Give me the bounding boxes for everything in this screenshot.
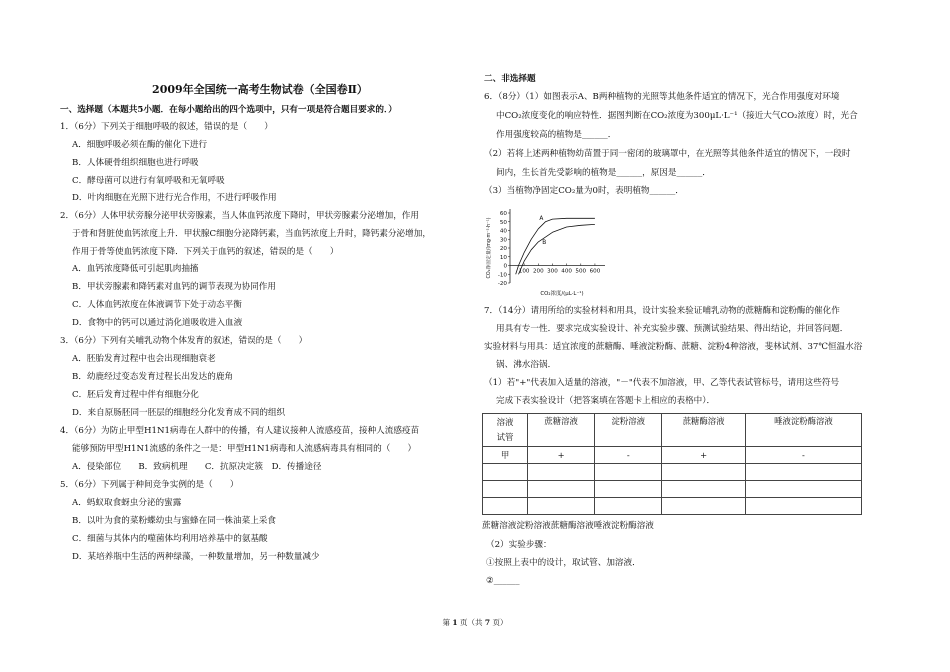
- q3-stem: 3．（6分）下列有关哺乳动物个体发育的叙述，错误的是（ ）: [60, 336, 308, 346]
- table-header-cell: 淀粉溶液: [595, 414, 662, 447]
- table-cell: -: [595, 447, 662, 464]
- table-cell: [745, 481, 861, 498]
- table-cell: 甲: [483, 447, 528, 464]
- table-cell: +: [662, 447, 746, 464]
- table-cell: [662, 464, 746, 481]
- x-tick-label: 600: [589, 268, 601, 275]
- table-cell: +: [528, 447, 595, 464]
- q2-stem-line1: 2．（6分）人体甲状旁腺分泌甲状旁腺素，当人体血钙浓度下降时，甲状旁腺素分泌增加，作用: [60, 211, 419, 221]
- table-header-cell: 唾液淀粉酶溶液: [745, 414, 861, 447]
- q6-line: （2）若将上述两种植物幼苗置于同一密闭的玻璃罩中，在光照等其他条件适宜的情况下，一段时: [484, 149, 851, 159]
- table-cell: [483, 481, 528, 498]
- q1-option-a: A．细胞呼吸必须在酶的催化下进行: [72, 140, 208, 150]
- x-axis-label: CO₂浓度/(μL·L⁻¹): [540, 291, 584, 297]
- q7-line: （1）若"+"代表加入适量的溶液，"－"代表不加溶液，甲、乙等代表试管标号，请用这些符号: [484, 378, 840, 388]
- table-header-tube: 试管: [496, 432, 514, 442]
- y-tick-label: 60: [499, 211, 507, 217]
- q4-options: A．侵染部位 B．致病机理 C．抗原决定簇 D．传播途径: [72, 462, 322, 472]
- x-tick-label: 100: [518, 268, 530, 275]
- x-tick-label: 300: [547, 268, 558, 275]
- step-1: ①按照上表中的设计，取试管、加溶液．: [486, 558, 641, 568]
- y-tick-label: 20: [499, 246, 507, 252]
- footer-page-number: 1: [452, 618, 458, 627]
- q7-line: 用具有专一性．要求完成实验设计、补充实验步骤、预测试验结果、得出结论，并回答问题．: [496, 324, 849, 334]
- table-cell: -: [745, 447, 861, 464]
- series-b-line: [519, 224, 595, 274]
- q6-line: （3）当植物净固定CO₂量为0时，表明植物______．: [484, 186, 684, 196]
- q5-option-c: C．细菌与其体内的噬菌体均利用培养基中的氨基酸: [72, 534, 268, 544]
- table-cell: [595, 498, 662, 515]
- table-header-cell: 蔗糖溶液: [528, 414, 595, 447]
- table-caption: 蔗糖溶液淀粉溶液蔗糖酶溶液唾液淀粉酶溶液: [482, 521, 654, 531]
- table-header-cell: 蔗糖酶溶液: [662, 414, 746, 447]
- q4-stem-line2: 能够预防甲型H1N1流感的条件之一是：甲型H1N1病毒和人流感病毒具有相同的（ ）: [72, 444, 417, 454]
- y-tick-label: -10: [497, 272, 507, 279]
- y-tick-label: 50: [499, 219, 507, 226]
- q5-option-d: D．某培养瓶中生活的两种绿藻，一种数量增加，另一种数量减少: [72, 552, 320, 562]
- experiment-table: [482, 413, 862, 515]
- series-a-label: A: [539, 215, 544, 222]
- y-tick-label: 40: [499, 228, 507, 235]
- section1-heading: 一、选择题（本题共5小题．在每小题给出的四个选项中，只有一项是符合题目要求的．）: [60, 105, 397, 115]
- table-row: [483, 447, 862, 464]
- table-cell: [528, 464, 595, 481]
- q6-line: 作用强度较高的植物是______．: [496, 130, 617, 140]
- page-title: 2009年全国统一高考生物试卷（全国卷Ⅱ）: [152, 83, 368, 96]
- table-cell: [745, 464, 861, 481]
- q3-option-b: B．幼鹿经过变态发育过程长出发达的鹿角: [72, 372, 234, 382]
- q3-option-c: C．胚后发育过程中伴有细胞分化: [72, 390, 199, 400]
- co2-response-chart: [484, 203, 609, 298]
- q5-option-b: B．以叶为食的菜粉蝶幼虫与蜜蜂在同一株油菜上采食: [72, 516, 276, 526]
- q7-line: 实验材料与用具：适宜浓度的蔗糖酶、唾液淀粉酶、蔗糖、淀粉4种溶液，斐林试剂、37℃恒温水浴: [484, 342, 863, 352]
- table-cell: [595, 464, 662, 481]
- q1-option-d: D．叶肉细胞在光照下进行光合作用，不进行呼吸作用: [72, 193, 277, 203]
- q5-stem: 5．（6分）下列属于种间竞争实例的是（ ）: [60, 480, 239, 490]
- x-tick-label: 200: [532, 268, 544, 275]
- q4-stem-line1: 4．（6分）为防止甲型H1N1病毒在人群中的传播，有人建议接种人流感疫苗，接种人流感疫苗: [60, 426, 420, 436]
- q7-line: 完成下表实验设计（把答案填在答题卡上相应的表格中）．: [496, 396, 716, 406]
- q3-option-d: D．来自原肠胚同一胚层的细胞经分化发育成不同的组织: [72, 408, 286, 418]
- table-cell: [595, 481, 662, 498]
- table-row: [483, 498, 862, 515]
- footer-total-pages: 7: [484, 618, 491, 627]
- q2-option-d: D．食物中的钙可以通过消化道吸收进入血液: [72, 318, 243, 328]
- y-tick-label: 30: [499, 237, 507, 244]
- footer-suffix: 页）: [492, 618, 508, 627]
- x-tick-label: 400: [561, 268, 572, 275]
- q2-stem-line2: 于骨和肾脏使血钙浓度上升．甲状腺C细胞分泌降钙素，当血钙浓度上升时，降钙素分泌增加，: [72, 229, 431, 239]
- y-tick-label: 0: [503, 263, 507, 270]
- table-row: [483, 481, 862, 498]
- series-b-label: B: [542, 239, 547, 246]
- table-cell: [745, 498, 861, 515]
- table-cell: [528, 498, 595, 515]
- q1-stem: 1．（6分）下列关于细胞呼吸的叙述，错误的是（ ）: [60, 122, 273, 132]
- q6-line: 6．（8分）（1）如图表示A、B两种植物的光照等其他条件适宜的情况下，光合作用强度对环境: [484, 92, 840, 102]
- table-header-solution: 溶液: [496, 417, 514, 427]
- steps-heading: （2）实验步骤：: [486, 540, 552, 550]
- q5-option-a: A．蚂蚁取食蚜虫分泌的蜜露: [72, 498, 182, 508]
- footer-prefix: 第: [442, 618, 450, 627]
- page-footer: [0, 617, 950, 628]
- footer-mid: 页（共: [460, 618, 483, 627]
- q7-line: 7．（14分）请用所给的实验材料和用具，设计实验来验证哺乳动物的蔗糖酶和淀粉酶的催化作: [484, 306, 840, 316]
- q1-option-b: B．人体硬骨组织细胞也进行呼吸: [72, 158, 199, 168]
- table-cell: [662, 498, 746, 515]
- y-tick-label: -20: [497, 281, 507, 287]
- q2-option-c: C．人体血钙浓度在体液调节下处于动态平衡: [72, 300, 242, 310]
- q6-line: 中CO₂浓度变化的响应特性．据图判断在CO₂浓度为300μL·L⁻¹（接近大气CO₂浓度）时，光合: [496, 111, 858, 121]
- table-row: [483, 464, 862, 481]
- step-2: ②______: [486, 576, 520, 586]
- q3-option-a: A．胚胎发育过程中也会出现细胞衰老: [72, 354, 216, 364]
- x-tick-label: 500: [575, 268, 587, 275]
- table-header-row: [483, 414, 862, 447]
- q2-option-a: A．血钙浓度降低可引起肌肉抽搐: [72, 264, 199, 274]
- y-axis-label: CO₂净固定量/(mg·m⁻²·h⁻¹): [487, 217, 492, 279]
- q2-stem-line3: 作用于骨等使血钙浓度下降．下列关于血钙的叙述，错误的是（ ）: [72, 247, 339, 257]
- table-header-cell: [483, 414, 528, 447]
- section2-heading: 二、非选择题: [484, 74, 536, 84]
- table-cell: [483, 498, 528, 515]
- table-cell: [662, 481, 746, 498]
- q7-line: 锅、沸水浴锅．: [496, 360, 557, 370]
- q6-line: 间内，生长首先受影响的植物是______，原因是______．: [496, 168, 711, 178]
- q2-option-b: B．甲状旁腺素和降钙素对血钙的调节表现为协同作用: [72, 282, 276, 292]
- table-cell: [528, 481, 595, 498]
- q1-option-c: C．酵母菌可以进行有氧呼吸和无氧呼吸: [72, 176, 225, 186]
- table-cell: [483, 464, 528, 481]
- y-tick-label: 10: [499, 254, 507, 261]
